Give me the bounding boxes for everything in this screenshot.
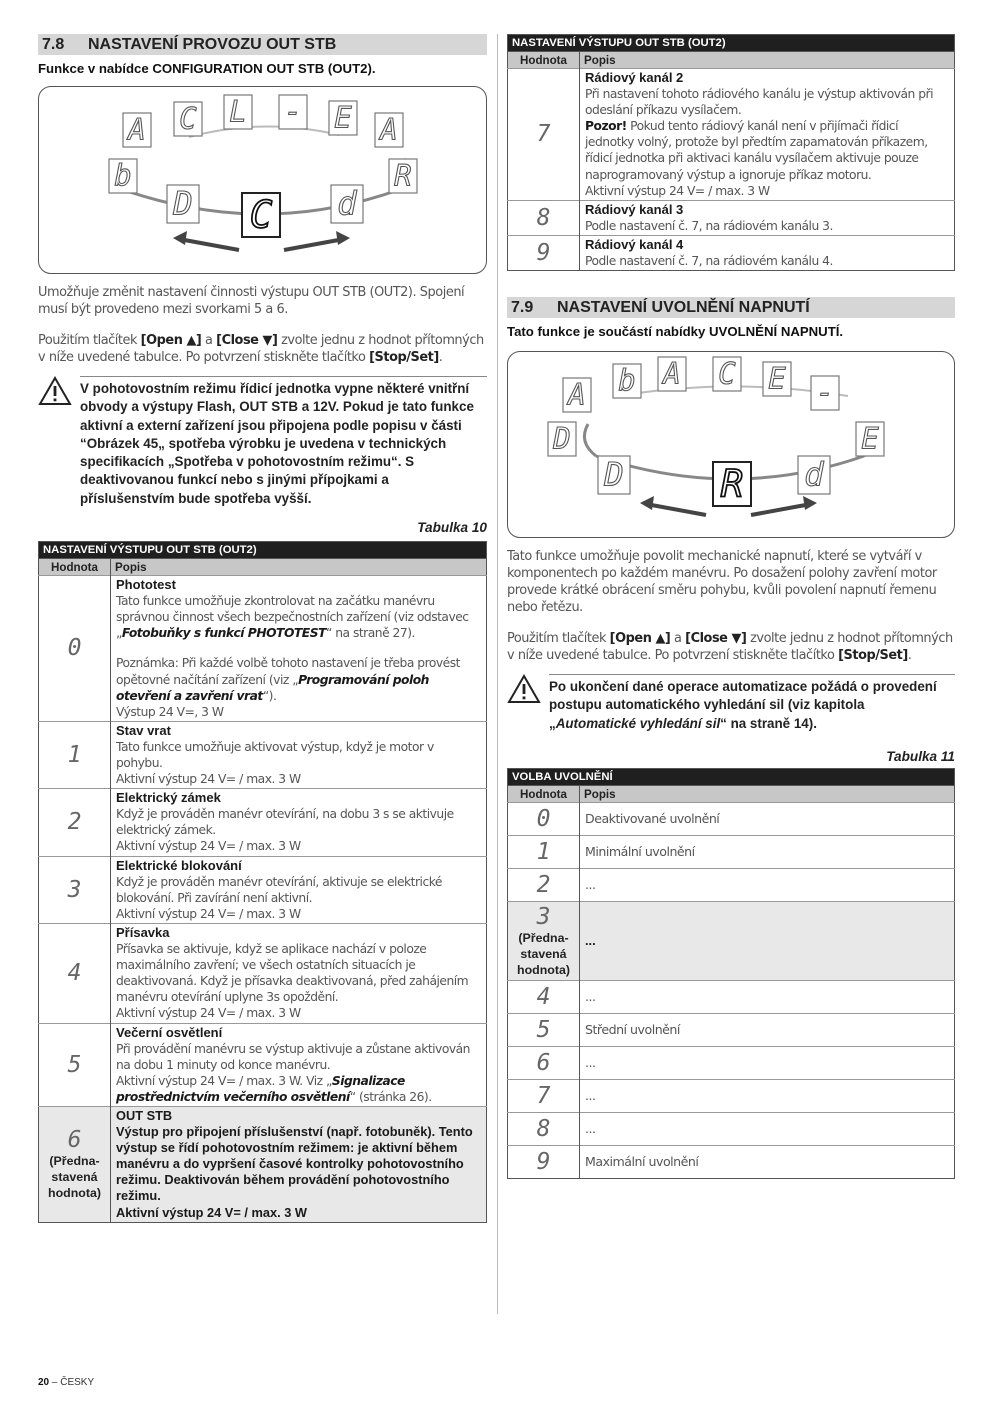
table-row: [508, 1080, 955, 1113]
segment-display-char: d: [337, 184, 357, 223]
table-row: [39, 923, 487, 1023]
row-text: ...: [580, 902, 955, 981]
value-digit: 7: [536, 121, 551, 148]
segment-display-char: E: [768, 361, 786, 396]
col-header-value: Hodnota: [508, 52, 580, 69]
row-spec: Aktivní výstup 24 V= / max. 3 W: [116, 1006, 301, 1021]
section-7-8-instruction: [38, 332, 487, 366]
segment-display-char: b: [618, 363, 636, 398]
value-digit: 1: [536, 839, 551, 866]
row-spec: [116, 1073, 481, 1105]
row-text-part: Tato funkce umožňuje zkontrolovat na začátku manévru správnou činnost všech bezpečnostních zařízení (viz odstavec „: [116, 594, 469, 641]
instruction-text: a: [670, 631, 686, 647]
row-note: [116, 655, 481, 703]
col-header-value: Hodnota: [508, 786, 580, 803]
row-warning: [585, 118, 949, 182]
row-title: Elektrický zámek: [116, 790, 221, 806]
default-label: (Předna-stavená hodnota): [48, 1154, 101, 1201]
table-row: [508, 803, 955, 836]
row-text: Deaktivované uvolnění: [580, 803, 955, 836]
table-10: [38, 541, 487, 1223]
segment-display-char: D: [553, 421, 571, 456]
page-number: 20: [38, 1377, 50, 1388]
value-digit: 8: [536, 1116, 551, 1143]
section-subtitle: Tato funkce je součástí nabídky UVOLNĚNÍ NAPNUTÍ.: [507, 324, 844, 340]
segment-display-char: -: [284, 94, 302, 129]
table-row: [508, 981, 955, 1014]
table-row: [508, 869, 955, 902]
instruction-text: zvolte jednu z hodnot přítomných v níže uvedené tabulce. Po potvrzení stiskněte tlačítko: [507, 631, 953, 664]
row-warning-label: Pozor!: [585, 119, 627, 134]
row-title: Přísavka: [116, 924, 170, 940]
row-text-ref: Fotobuňky s funkcí PHOTOTEST: [121, 626, 326, 641]
table-row: [508, 1047, 955, 1080]
value-digit: 6: [536, 1050, 551, 1077]
segment-display-char: C: [718, 356, 736, 391]
table-row: [508, 1146, 955, 1179]
section-7-9-instruction: [507, 630, 955, 664]
section-title: NASTAVENÍ PROVOZU OUT STB: [88, 35, 337, 53]
instruction-text: Použitím tlačítek: [38, 333, 141, 348]
instruction-text: zvolte jednu z hodnot přítomných v níže uvedené tabulce. Po potvrzení stiskněte tlačítko: [38, 333, 484, 365]
row-text: Výstup pro připojení příslušenství (např. fotobuněk). Tento výstup se řídí pohotovostním režimem: je aktivní během manévru a do vypršení časové kontrolky pohotovostního režimu. Deaktivován během provádění pohotovostního režimu.: [116, 1124, 473, 1204]
value-digit: 3: [536, 904, 551, 931]
section-7-9-intro: Tato funkce umožňuje povolit mechanické napnutí, které se vytváří v komponentech po každém manévru. Po dosažení polohy zavření motor provede krátké obrácení směru pohybu, kvůli povolení napnutí řemenu nebo řetězu.: [507, 549, 937, 616]
row-title: Večerní osvětlení: [116, 1024, 223, 1040]
row-title: Rádiový kanál 2: [585, 70, 684, 85]
value-digit: 0: [67, 635, 82, 662]
table-row: [508, 235, 955, 270]
table-10-continued: [507, 34, 955, 271]
section-subtitle: Funkce v nabídce CONFIGURATION OUT STB (OUT2).: [38, 61, 376, 76]
row-text-part: “).: [262, 688, 277, 703]
row-text: [116, 593, 481, 641]
row-text: ...: [580, 1047, 955, 1080]
table-row-default: [508, 902, 955, 981]
segment-display-char: b: [114, 158, 132, 193]
row-spec: Výstup 24 V=, 3 W: [116, 704, 224, 719]
default-label: (Předna-stavená hodnota): [517, 931, 570, 978]
segment-display-char: L: [229, 94, 247, 129]
table-row: [39, 856, 487, 923]
value-digit: 5: [536, 1017, 551, 1044]
section-7-9-header: [507, 297, 955, 318]
row-text: Když je prováděn manévr otevírání, aktivuje se elektrické blokování. Při zavírání není aktivní.: [116, 874, 442, 905]
table-title: VOLBA UVOLNĚNÍ: [508, 769, 955, 786]
segment-display-char: d: [804, 455, 824, 494]
row-text-ref: Programování poloh otevření a zavření vrat: [116, 672, 429, 703]
row-title: Stav vrat: [116, 722, 171, 738]
row-text: ...: [580, 981, 955, 1014]
table-row: [39, 576, 487, 722]
segment-display-char: E: [334, 100, 352, 135]
value-digit: 9: [536, 240, 551, 267]
value-digit: 4: [536, 984, 551, 1011]
stop-set-key: [Stop/Set]: [369, 350, 439, 365]
row-text: Přísavka se aktivuje, když se aplikace nachází v poloze maximálního zavření; ve všech ostatních situacích je deaktivovaná. Když je přísavka deaktivovaná, před zahájením manévru otevírání uplyne 3s opoždění.: [116, 942, 469, 1005]
row-text-part: Aktivní výstup 24 V= / max. 3 W. Viz „: [116, 1073, 332, 1088]
row-text-ref: Signalizace prostřednictvím večerního osvětlení: [116, 1073, 405, 1104]
page-language: – ČESKY: [49, 1377, 95, 1388]
row-text: Při provádění manévru se výstup aktivuje a zůstane aktivován na dobu 1 minuty od konce manévru.: [116, 1041, 470, 1072]
warning-text: [549, 674, 955, 733]
section-number: 7.9: [511, 298, 534, 316]
row-text: Když je prováděn manévr otevírání, na dobu 3 s se aktivuje elektrický zámek.: [116, 807, 454, 838]
row-spec: Aktivní výstup 24 V= / max. 3 W: [116, 1204, 307, 1220]
col-header-desc: Popis: [580, 52, 955, 69]
row-title: Elektrické blokování: [116, 857, 242, 873]
value-digit: 8: [536, 204, 551, 231]
value-digit: 2: [67, 809, 82, 836]
segment-display-char: C: [249, 192, 273, 237]
value-digit: 9: [536, 1149, 551, 1176]
row-text: ...: [580, 1113, 955, 1146]
table-row: [39, 721, 487, 788]
section-title: NASTAVENÍ UVOLNĚNÍ NAPNUTÍ: [557, 298, 810, 316]
table-row: [508, 836, 955, 869]
row-text: Tato funkce umožňuje aktivovat výstup, když je motor v pohybu.: [116, 739, 434, 771]
warning-text: V pohotovostním režimu řídicí jednotka vypne některé vnitřní obvody a výstupy Flash, OUT STB a 12V. Pokud je tato funkce aktivní a externí zařízení jsou připojena podle popisu v části “Obrázek 45„ spotřeba výrobku je uvedena v technických specifikacích „Spotřeba v pohotovostním režimu“. S deaktivovanou funkcí nebo s jinými přípojkami a příslušenstvím bude spotřeba vyšší.: [80, 376, 487, 508]
segment-display-char: A: [568, 377, 586, 412]
value-digit: 6: [67, 1127, 82, 1154]
segment-display-char: C: [179, 101, 197, 136]
table-row: [508, 69, 955, 201]
row-text-part: Poznámka: Při každé volbě tohoto nastavení je třeba provést opětovné načítání zařízení (viz „: [116, 656, 460, 687]
warning-icon: [38, 376, 80, 508]
table-row-default: [39, 1106, 487, 1222]
table-11: [507, 768, 955, 1179]
section-number: 7.8: [42, 35, 65, 53]
row-text: ...: [580, 869, 955, 902]
left-column: [38, 34, 487, 1223]
warning-text-part: “ na straně 14).: [720, 715, 817, 731]
segment-display-char: -: [816, 375, 834, 410]
row-text-part: “ (stránka 26).: [349, 1089, 432, 1104]
warning-box: [507, 674, 955, 733]
right-column: [507, 34, 955, 1179]
value-digit: 7: [536, 1083, 551, 1110]
warning-icon: [507, 674, 549, 733]
warning-box: [38, 376, 487, 508]
value-digit: 5: [67, 1051, 82, 1078]
value-digit: 0: [536, 806, 551, 833]
open-key: [Open ▲]: [140, 333, 202, 348]
close-key: [Close ▼]: [216, 333, 278, 348]
row-text: Střední uvolnění: [580, 1014, 955, 1047]
table-title: NASTAVENÍ VÝSTUPU OUT STB (OUT2): [508, 35, 955, 52]
open-key: [Open ▲]: [609, 631, 671, 647]
segment-display-char: R: [394, 158, 412, 193]
row-title: OUT STB: [116, 1107, 173, 1123]
table-row: [508, 1113, 955, 1146]
row-title: Rádiový kanál 3: [585, 201, 684, 217]
col-header-desc: Popis: [111, 559, 487, 576]
table-11-label: Tabulka 11: [886, 749, 955, 765]
warning-text-ref: Automatické vyhledání sil: [555, 715, 721, 731]
segment-display-char: D: [604, 455, 624, 494]
instruction-text: .: [907, 648, 912, 664]
table-10-label: Tabulka 10: [417, 520, 487, 536]
row-title: Phototest: [116, 577, 176, 593]
menu-diagram: [507, 351, 955, 538]
table-title: NASTAVENÍ VÝSTUPU OUT STB (OUT2): [39, 542, 487, 559]
col-header-desc: Popis: [580, 786, 955, 803]
segment-display-char: E: [861, 421, 879, 456]
close-key: [Close ▼]: [685, 631, 747, 647]
section-7-8-intro: Umožňuje změnit nastavení činnosti výstupu OUT STB (OUT2). Spojení musí být provedeno mezi svorkami 5 a 6.: [38, 285, 465, 317]
column-divider: [497, 34, 498, 1314]
row-spec: Aktivní výstup 24 V= / max. 3 W: [585, 183, 770, 198]
row-text: Podle nastavení č. 7, na rádiovém kanálu 4.: [585, 254, 833, 269]
row-text-part: Pokud tento rádiový kanál není v přijímači řídicí jednotky volný, protože byl předtím zapamatován příkazem, řídicí jednotka při aktivaci kanálu vysílačem aktivuje pouze naprogramovaný výstup a ignoruje příkaz motoru.: [585, 119, 928, 182]
warning-text-part: Po ukončení dané operace automatizace požádá o provedení postupu automatického vyhledání sil (viz kapitola „: [549, 679, 937, 731]
value-digit: 2: [536, 872, 551, 899]
row-title: Rádiový kanál 4: [585, 236, 684, 252]
value-digit: 1: [67, 742, 82, 769]
instruction-text: a: [201, 333, 217, 348]
segment-display-char: A: [128, 112, 146, 147]
row-text-part: “ na straně 27).: [325, 626, 415, 641]
table-row: [39, 1023, 487, 1106]
row-spec: Aktivní výstup 24 V= / max. 3 W: [116, 839, 301, 854]
table-row: [39, 789, 487, 856]
row-text: Maximální uvolnění: [580, 1146, 955, 1179]
segment-display-char: D: [173, 184, 193, 223]
segment-display-char: A: [380, 112, 398, 147]
segment-display-char: R: [720, 461, 744, 506]
instruction-text: .: [438, 350, 443, 365]
row-text: Podle nastavení č. 7, na rádiovém kanálu 3.: [585, 218, 833, 233]
row-spec: Aktivní výstup 24 V= / max. 3 W: [116, 906, 301, 921]
menu-diagram: [38, 86, 487, 274]
section-7-8-header: [38, 34, 487, 55]
instruction-text: Použitím tlačítek: [507, 631, 610, 647]
col-header-value: Hodnota: [39, 559, 111, 576]
value-digit: 3: [67, 876, 82, 903]
table-row: [508, 1014, 955, 1047]
stop-set-key: [Stop/Set]: [838, 648, 908, 664]
row-text: Při nastavení tohoto rádiového kanálu je výstup aktivován při odeslání příkazu vysílačem.: [585, 87, 934, 118]
value-digit: 4: [67, 960, 82, 987]
page-footer: [38, 1377, 94, 1388]
row-spec: Aktivní výstup 24 V= / max. 3 W: [116, 772, 301, 787]
segment-display-char: A: [663, 356, 681, 391]
table-row: [508, 200, 955, 235]
row-text: Minimální uvolnění: [580, 836, 955, 869]
row-text: ...: [580, 1080, 955, 1113]
